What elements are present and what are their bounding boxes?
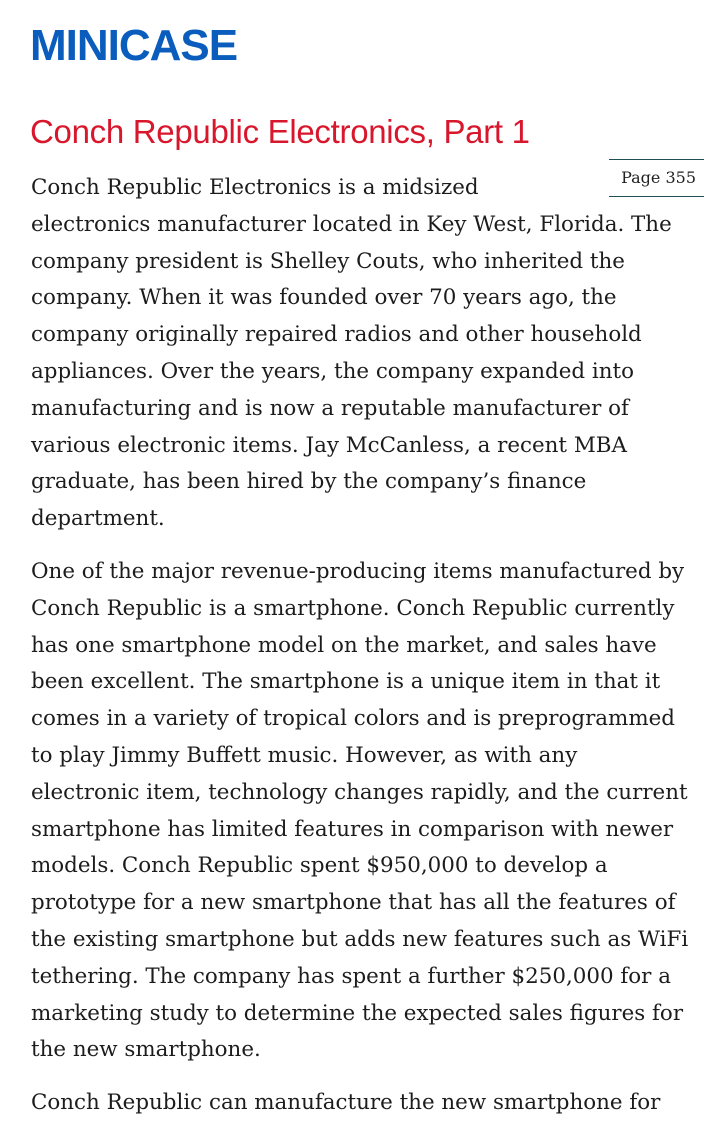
text-line: One of the major revenue-producing items manufactured by: [31, 558, 685, 584]
text-line: graduate, has been hired by the company’s finance: [31, 469, 587, 495]
text-line: the existing smartphone but adds new features such as WiFi: [31, 926, 689, 952]
text-line: company president is Shelley Couts, who inherited the: [31, 248, 625, 274]
text-line: comes in a variety of tropical colors and is preprogrammed: [31, 706, 675, 732]
paragraph-intro: [31, 170, 711, 538]
page-number-marker: Page 355: [609, 159, 704, 197]
text-line: Conch Republic can manufacture the new smartphone for: [31, 1090, 661, 1116]
text-line: electronics manufacturer located in Key West, Florida. The: [31, 211, 672, 237]
text-line: tethering. The company has spent a further $250,000 for a: [31, 963, 671, 989]
text-line: department.: [31, 506, 165, 532]
text-line: models. Conch Republic spent $950,000 to develop a: [31, 853, 608, 879]
paragraph-smartphone: [31, 554, 711, 1069]
text-line: appliances. Over the years, the company expanded into: [31, 358, 634, 384]
text-line: prototype for a new smartphone that has all the features of: [31, 890, 676, 916]
text-line: Conch Republic is a smartphone. Conch Republic currently: [31, 595, 675, 621]
text-line: smartphone has limited features in comparison with newer: [31, 816, 674, 842]
text-line: marketing study to determine the expected sales figures for: [31, 1000, 684, 1026]
text-line: company. When it was founded over 70 years ago, the: [31, 285, 617, 311]
text-line: manufacturing and is now a reputable manufacturer of: [31, 395, 629, 421]
text-line: electronic item, technology changes rapidly, and the current: [31, 779, 688, 805]
section-kicker: MINICASE: [30, 21, 238, 70]
case-body: [31, 170, 711, 1138]
text-line: company originally repaired radios and other household: [31, 322, 642, 348]
text-line: the new smartphone.: [31, 1037, 261, 1063]
text-line: has one smartphone model on the market, and sales have: [31, 632, 657, 658]
text-line: to play Jimmy Buffett music. However, as with any: [31, 742, 578, 768]
text-line: various electronic items. Jay McCanless, a recent MBA: [31, 432, 627, 458]
text-line: Conch Republic Electronics is a midsized: [31, 175, 479, 200]
text-line: been excellent. The smartphone is a unique item in that it: [31, 669, 661, 695]
case-title: Conch Republic Electronics, Part 1: [30, 113, 530, 150]
paragraph-manufacture: [31, 1085, 711, 1122]
